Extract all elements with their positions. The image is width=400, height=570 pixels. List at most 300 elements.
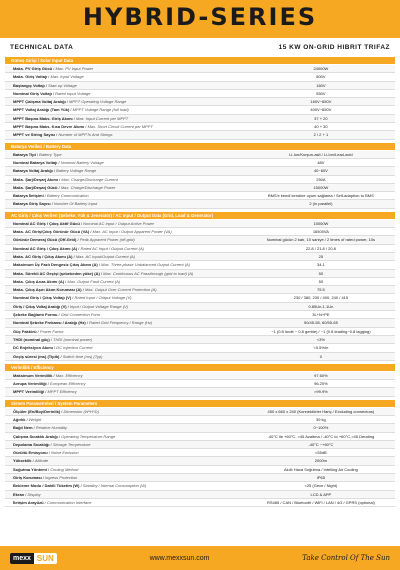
product-label: 15 KW ON-GRID HIBRIT TRIFAZ <box>278 43 390 51</box>
spec-label-en: European Efficiency <box>49 381 86 387</box>
spec-label-tr: MPPT Voltaj Aralığı (Tam Yük) <box>13 107 70 113</box>
spec-row <box>5 433 395 441</box>
spec-label-en: Dimension (W*H*D) <box>63 408 99 414</box>
header-bar <box>0 0 400 38</box>
spec-row <box>5 261 395 269</box>
section-heading: Batarya Verileri / Battery Data <box>5 143 395 150</box>
spec-label-en: Number Of Battery Input <box>53 201 98 207</box>
spec-row <box>5 482 395 490</box>
label-separator: / <box>46 466 51 472</box>
spec-label-tr: Batarya Voltaj Aralığı <box>13 168 53 174</box>
spec-value: 24000W <box>313 66 329 71</box>
spec-row <box>5 131 395 139</box>
spec-label-en: THDI (nominal power) <box>53 336 93 342</box>
spec-label-en: Battery Communication <box>47 193 89 199</box>
website-link[interactable]: www.mexxsun.com <box>149 554 210 562</box>
spec-label-en: Max. Input Current per MPPT <box>76 115 129 121</box>
spec-label <box>5 115 247 122</box>
spec-label-tr: Nominal Şebeke Frekansı / Aralığı (Hz) <box>13 320 86 326</box>
spec-label-tr: Maksimum Üç Fazlı Dengesiz Çıkış Akımı (A) <box>13 262 98 268</box>
spec-row <box>5 466 395 474</box>
spec-label-en: Max. AC Input / Output Apparent Power (VA) <box>92 229 172 235</box>
spec-label <box>5 294 247 301</box>
spec-value: 97.60% <box>314 372 328 378</box>
spec-label-en: Peak Apparent Power (off-grid) <box>79 237 135 243</box>
spec-value: 800V <box>316 74 326 80</box>
spec-label-tr: Maks. Şarj/Deşarj Akımı <box>13 176 58 182</box>
spec-label <box>5 176 247 183</box>
spec-label-tr: Başlangıç Voltajı <box>13 82 45 88</box>
spec-row <box>5 408 395 416</box>
footer-bar <box>0 546 400 570</box>
spec-label <box>5 184 247 191</box>
spec-row <box>5 159 395 167</box>
label-separator: / <box>52 168 57 174</box>
spec-label <box>5 449 247 456</box>
spec-value: <55dB <box>315 450 327 456</box>
spec-label <box>5 253 247 260</box>
spec-row <box>5 311 395 319</box>
spec-label-en: Max. Output Over Current Protection (A) <box>84 287 157 293</box>
spec-label <box>5 388 247 395</box>
label-separator: / <box>46 381 50 387</box>
label-separator: / <box>89 229 93 235</box>
label-separator: / <box>49 336 54 342</box>
spec-value: 39 kg <box>316 416 326 422</box>
spec-value: LCD & APP <box>310 491 332 497</box>
spec-row <box>5 294 395 302</box>
spec-value: 75.5 <box>317 287 325 293</box>
spec-row <box>5 220 395 228</box>
spec-label-tr: Geçiş süresi (ms) (Tipik) <box>13 353 60 359</box>
spec-label-en: Battery Voltage Range <box>56 168 97 174</box>
spec-label-tr: MPPT Verimliliği <box>13 389 45 395</box>
spec-value: 25 <box>318 253 324 259</box>
spec-label-en: Rated AC Input / Output Current (A) <box>80 245 144 251</box>
spec-label-en: Max. Output Fault Current (A) <box>67 278 121 284</box>
label-separator: / <box>51 90 56 96</box>
spec-row <box>5 380 395 388</box>
spec-value: RS485 / CAN / Bluetooth / WiFi / LAN / 4G / GPRS (optional) <box>266 499 375 505</box>
spec-row <box>5 151 395 159</box>
spec-value: 34.1 <box>317 262 325 268</box>
spec-label <box>5 236 247 243</box>
spec-label-en: Max. Short Circuit Current per MPPT <box>87 124 153 130</box>
spec-label-tr: Bekleme Modu / Dahili Tüketim (W) <box>13 483 80 489</box>
spec-label-tr: THDI (nominal güç) <box>13 336 50 342</box>
spec-label-en: Nominal AC Input / Output Active Power <box>83 220 155 226</box>
spec-label-en: Max. Input Voltage <box>50 74 84 80</box>
brand-logo <box>10 552 57 565</box>
spec-label-tr: Ekran <box>13 491 25 497</box>
spec-label-tr: Maksimum Verimlilik <box>13 372 53 378</box>
spec-label-en: Noise Emission <box>51 450 79 456</box>
spec-value: BMS'e kendi kendine uyum sağlama / Self-adaption to BMS <box>268 193 374 199</box>
spec-row <box>5 90 395 98</box>
spec-row <box>5 474 395 482</box>
spec-label-tr: Depolama Sıcaklığı <box>13 441 50 447</box>
spec-value: Akıllı Hava Soğutma / Intelling Air Cooling <box>283 466 358 472</box>
label-separator: / <box>52 66 56 71</box>
label-separator: / <box>49 441 53 447</box>
spec-value: <25 (Gece / Night) <box>304 483 338 489</box>
label-separator: / <box>57 184 61 190</box>
spec-row <box>5 449 395 457</box>
spec-label <box>5 106 247 113</box>
spec-value: 22.8 / 21.8 / 20.8 <box>305 245 336 251</box>
spec-label-tr: Nominal Batarya Voltajı <box>13 159 58 165</box>
spec-row <box>5 328 395 336</box>
spec-label <box>5 200 247 207</box>
spec-label-tr: Ölçüler (En/Boy/Derinlik) <box>13 408 61 414</box>
spec-label-tr: Şebeke Bağlantı Formu <box>13 312 58 318</box>
spec-label <box>5 131 247 138</box>
label-separator: / <box>84 124 88 130</box>
label-separator: / <box>85 320 90 326</box>
spec-value: >99.9% <box>314 389 328 395</box>
logo-sun: SUN <box>34 553 57 564</box>
spec-label-en: Start-up Voltage <box>48 82 77 88</box>
spec-label-tr: MPPT ve String Sayısı <box>13 132 56 138</box>
spec-label-en: MPPT Efficiency <box>47 389 77 395</box>
spec-label <box>5 441 247 448</box>
spec-section <box>5 364 395 397</box>
spec-label-en: Grid Connection Form <box>60 312 101 318</box>
spec-label-tr: Nominal Giriş Voltajı <box>13 90 52 96</box>
spec-label-tr: Maks. Sürekli AC Geçişi (şebekeden yüke) (A) <box>13 270 100 276</box>
spec-value: 2000m <box>314 458 328 464</box>
spec-label-en: Max. Efficiency <box>55 372 83 378</box>
spec-label <box>5 303 247 310</box>
label-separator: / <box>47 450 52 456</box>
spec-label <box>5 261 247 268</box>
spec-label-en: Max. Charge/Discharge Power <box>60 184 116 190</box>
spec-label <box>5 328 247 335</box>
spec-label <box>5 167 247 174</box>
spec-section <box>5 143 395 209</box>
spec-label <box>5 416 247 423</box>
spec-label <box>5 433 247 440</box>
spec-value: 400V~650V <box>310 107 332 113</box>
spec-sections <box>0 57 400 510</box>
spec-label-en: DC Injection Current <box>56 345 93 351</box>
label-separator: / <box>58 176 62 182</box>
spec-label-tr: Batarya İletişimi <box>13 193 44 199</box>
label-separator: / <box>41 475 46 481</box>
spec-label <box>5 482 247 489</box>
spec-row <box>5 184 395 192</box>
spec-label-tr: Giriş / Çıkış Voltaj Aralığı (V) <box>13 303 67 309</box>
spec-label-en: Max. Three-phase Unbalanced Output Current (A) <box>101 262 191 268</box>
spec-label-en: Cooling Method <box>50 466 79 472</box>
label-separator: / <box>97 262 102 268</box>
spec-value: <0.5%In <box>313 345 329 351</box>
spec-row <box>5 372 395 380</box>
spec-label <box>5 278 247 285</box>
spec-label-tr: Yükseklik <box>13 458 32 464</box>
spec-value: 15000W <box>313 184 329 190</box>
spec-label-en: MPPT Voltage Range (full load) <box>72 107 129 113</box>
spec-row <box>5 278 395 286</box>
spec-label <box>5 466 247 473</box>
spec-label <box>5 90 247 97</box>
spec-label <box>5 474 247 481</box>
spec-label-tr: Maks. Çıkış Aşırı Akım Koruması (A) <box>13 287 82 293</box>
spec-label-en: Nominal Battery Voltage <box>60 159 104 165</box>
section-heading: Sistem Parametreleri / System Parameters <box>5 400 395 407</box>
spec-row <box>5 270 395 278</box>
spec-label-en: Rated Grid Frequency / Range (Hz) <box>89 320 153 326</box>
spec-label-en: Operating Temperature Range <box>61 433 116 439</box>
spec-label-en: Number of MPPTs And Strings <box>58 132 113 138</box>
label-separator: / <box>77 245 81 251</box>
spec-label-tr: MPPT Başına Maks. Giriş Akımı <box>13 115 73 121</box>
spec-row <box>5 98 395 106</box>
spec-label-tr: Nominal AC Giriş / Çıkış Aktif Gücü <box>13 220 80 226</box>
spec-row <box>5 192 395 200</box>
spec-value: 2 / 2 + 1 <box>313 132 329 138</box>
spec-label-tr: İletişim Arayüzü <box>13 499 44 505</box>
spec-row <box>5 73 395 81</box>
label-separator: / <box>99 270 104 276</box>
spec-label-tr: Batarya Tipi <box>13 151 36 157</box>
spec-value: 40~60V <box>313 168 328 174</box>
spec-row <box>5 416 395 424</box>
spec-label <box>5 82 247 89</box>
spec-row <box>5 176 395 184</box>
spec-label-en: Max. AC Input/Output Current (A) <box>75 253 136 259</box>
label-separator: / <box>66 303 70 309</box>
label-separator: / <box>57 433 62 439</box>
spec-row <box>5 167 395 175</box>
spec-value: 16500VA <box>312 229 329 235</box>
spec-label-en: Altitude <box>34 458 49 464</box>
spec-label-en: MPPT Operating Voltage Range <box>69 99 127 105</box>
label-separator: / <box>64 278 68 284</box>
spec-value: Nominal gücün 2 katı, 10 saniye / 2 times of rated power, 10s <box>266 237 376 243</box>
label-separator: / <box>43 193 48 199</box>
spec-label-tr: Maks. AC Giriş/Çıkış Görünür Gücü (VA) <box>13 229 90 235</box>
spec-label-tr: Çalışma Sıcaklık Aralığı <box>13 433 58 439</box>
label-separator: / <box>65 99 70 105</box>
label-separator: / <box>71 295 75 301</box>
spec-value: 2 (in parallel) <box>309 201 333 207</box>
spec-label-en: Communication Interface <box>46 499 92 505</box>
label-separator: / <box>32 425 36 431</box>
spec-label-tr: MPPT Başına Maks. Kısa Devre Akımı <box>13 124 85 130</box>
spec-section <box>5 400 395 508</box>
spec-section <box>5 212 395 361</box>
spec-label-tr: Maks. Giriş Voltajı <box>13 74 48 80</box>
spec-value: 40 + 30 <box>314 124 328 130</box>
spec-label-en: Power Factor <box>39 328 64 334</box>
spec-label-tr: Nominal AC Giriş / Çıkış Akımı (A) <box>13 245 78 251</box>
spec-value: 50/45-55, 60/55-65 <box>303 320 338 326</box>
spec-label-tr: Soğutma Yöntemi <box>13 466 47 472</box>
spec-row <box>5 319 395 327</box>
spec-value: 160V~650V <box>310 99 332 105</box>
spec-label-tr: Güç Faktörü <box>13 328 37 334</box>
spec-value: 550V <box>316 90 326 96</box>
spec-row <box>5 353 395 361</box>
spec-label-en: Relative Humidity <box>35 425 68 431</box>
section-heading: AC Giriş / Çıkış Verileri (Şebeke, Yük & Jeneratör) / AC Input / Output Data (Grid, Load & Generator) <box>5 212 395 219</box>
spec-label <box>5 286 247 293</box>
spec-label-tr: Maks. Şarj/Deşarj Gücü <box>13 184 58 190</box>
label-separator: / <box>81 287 85 293</box>
label-separator: / <box>24 491 28 497</box>
spec-label-tr: DC Enjeksiyon Akımı <box>13 345 53 351</box>
label-separator: / <box>79 483 83 489</box>
spec-label-en: Rated Input / Output Voltage (V) <box>74 295 132 301</box>
spec-row <box>5 424 395 432</box>
spec-value: Li-Ion/Kurşun-asit / Li-Ion/Lead-acid <box>289 151 353 157</box>
spec-row <box>5 245 395 253</box>
section-heading: Güneş Girişi / Solar Input Data <box>5 57 395 64</box>
spec-row <box>5 499 395 507</box>
label-separator: / <box>55 132 59 138</box>
page-title: HYBRID-SERIES <box>82 3 318 31</box>
spec-label-en: Display <box>27 491 41 497</box>
spec-value: 250A <box>316 176 326 182</box>
spec-label-en: Max. Continuous AC Passthrough (grid to load) (A) <box>103 270 194 276</box>
spec-label <box>5 98 247 105</box>
label-separator: / <box>50 201 54 207</box>
spec-label <box>5 159 247 166</box>
spec-label-en: Input / Output Voltage Range (V) <box>69 303 129 309</box>
spec-value: 450 x 660 x 240 (Konnektörler Hariç / Excluding connectors) <box>267 408 375 414</box>
spec-value: 15000W <box>313 220 329 226</box>
label-separator: / <box>47 74 51 80</box>
spec-row <box>5 228 395 236</box>
spec-label <box>5 491 247 498</box>
spec-label <box>5 457 247 464</box>
slogan: Take Control Of The Sun <box>302 554 390 562</box>
label-separator: / <box>35 151 40 157</box>
spec-row <box>5 457 395 465</box>
label-separator: / <box>79 220 84 226</box>
spec-value: ~1 (0.8 önde ~ 0.8 geride) / ~1 (0.8 leading~0.8 lagging) <box>271 328 371 334</box>
label-separator: / <box>44 389 48 395</box>
spec-row <box>5 441 395 449</box>
spec-value: 160V <box>316 82 326 88</box>
label-separator: / <box>52 345 57 351</box>
spec-label-en: Ingress Protection <box>45 475 78 481</box>
spec-label <box>5 372 247 379</box>
spec-label <box>5 220 247 227</box>
spec-label <box>5 228 247 235</box>
spec-value: -40°C ile +60°C, >45 Azaltma / -40°C to +60°C,>45 Derating <box>267 433 375 439</box>
technical-data-label: TECHNICAL DATA <box>10 43 74 51</box>
spec-value: 37 + 20 <box>314 115 328 121</box>
label-separator: / <box>57 312 61 318</box>
section-heading: Verimlilik / Efficiency <box>5 364 395 371</box>
label-separator: / <box>76 237 80 243</box>
spec-section <box>5 57 395 140</box>
spec-value: 0 <box>319 353 323 359</box>
spec-label-tr: Görünür Demeraj Gücü (Off-Grid) <box>13 237 77 243</box>
spec-label-en: Switch time (ms) (Typ) <box>62 353 103 359</box>
spec-row <box>5 115 395 123</box>
spec-row <box>5 106 395 114</box>
spec-label-en: Storage Temperature <box>52 441 91 447</box>
spec-row <box>5 82 395 90</box>
spec-value: <3% <box>316 336 325 342</box>
label-separator: / <box>36 328 40 334</box>
logo-mexx: mexx <box>10 553 34 564</box>
spec-label <box>5 424 247 431</box>
spec-row <box>5 344 395 352</box>
spec-label <box>5 408 247 415</box>
spec-row <box>5 491 395 499</box>
spec-row <box>5 253 395 261</box>
spec-row <box>5 303 395 311</box>
spec-label-en: Battery Type <box>39 151 62 157</box>
spec-value: IP65 <box>316 475 326 481</box>
spec-row <box>5 336 395 344</box>
spec-label <box>5 245 247 252</box>
spec-value: 230 / 380, 230 / 400, 240 / 415 <box>293 295 349 301</box>
spec-row <box>5 286 395 294</box>
spec-label-en: Rated Input Voltage <box>55 90 91 96</box>
spec-label <box>5 270 247 277</box>
spec-value: 50 <box>318 270 324 276</box>
spec-label-en: Weight <box>28 416 42 422</box>
spec-row <box>5 388 395 396</box>
spec-label <box>5 65 247 72</box>
spec-label <box>5 336 247 343</box>
label-separator: / <box>52 372 56 378</box>
spec-label-en: Standby / Internal Consumption (W) <box>82 483 147 489</box>
spec-label-tr: Maks. PV Giriş Gücü <box>13 66 53 71</box>
label-separator: / <box>72 115 76 121</box>
spec-label <box>5 192 247 199</box>
label-separator: / <box>44 82 49 88</box>
spec-value: 50 <box>318 278 324 284</box>
spec-row <box>5 65 395 73</box>
spec-label <box>5 344 247 351</box>
spec-label <box>5 311 247 318</box>
spec-label <box>5 380 247 387</box>
spec-label <box>5 151 247 158</box>
label-separator: / <box>25 416 29 422</box>
label-separator: / <box>72 253 76 259</box>
spec-label <box>5 499 247 506</box>
spec-label-tr: Batarya Giriş Sayısı <box>13 201 51 207</box>
label-separator: / <box>31 458 35 464</box>
label-separator: / <box>60 408 64 414</box>
spec-label <box>5 73 247 80</box>
spec-label-tr: Giriş Koruması <box>13 475 42 481</box>
spec-label <box>5 123 247 130</box>
spec-label-en: Max. Charge/Discharge Current <box>61 176 118 182</box>
spec-value: 0~100% <box>313 425 329 431</box>
spec-label-tr: Gürültü Emisyonu <box>13 450 48 456</box>
spec-label-tr: Nominal Giriş / Çıkış Voltajı (V) <box>13 295 72 301</box>
spec-value: 0.85Un-1.1Un <box>308 303 334 309</box>
spec-row <box>5 200 395 208</box>
spec-row <box>5 123 395 131</box>
label-separator: / <box>57 159 61 165</box>
spec-label-tr: Maks. Çıkış Arıza Akımı (A) <box>13 278 65 284</box>
spec-value: -40°C ~+60°C <box>308 441 334 447</box>
spec-label <box>5 353 247 360</box>
spec-label-tr: Maks. AC Giriş / Çıkış Akımı (A) <box>13 253 73 259</box>
label-separator: / <box>43 499 47 505</box>
spec-label <box>5 319 247 326</box>
spec-label-tr: Ağırlık <box>13 416 26 422</box>
label-separator: / <box>59 353 63 359</box>
